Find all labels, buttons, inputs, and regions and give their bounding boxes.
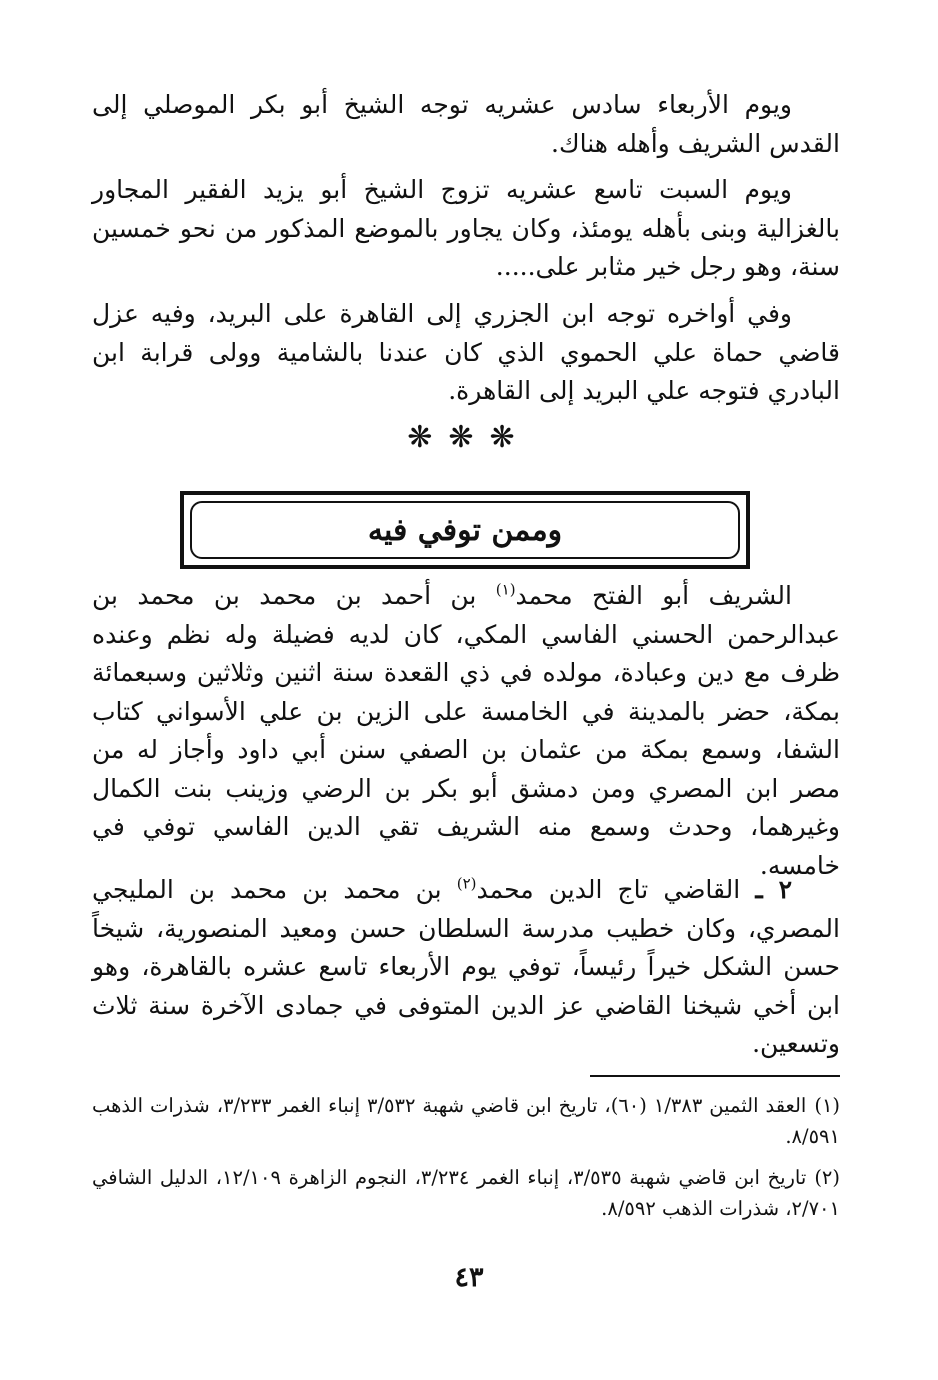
section-heading-inner-border: [190, 501, 740, 559]
paragraph-abu-yazid-marriage: ويوم السبت تاسع عشريه تزوج الشيخ أبو يزيد الفقير المجاور بالغزالية وبنى بأهله يومئذ، وكان يجاور بالموضع المذكور من نحو خمسين سنة، وهو رجل خير مثابر على.....: [92, 175, 840, 281]
footnote-1-text: العقد الثمين ١/٣٨٣ (٦٠)، تاريخ ابن قاضي شهبة ٣/٥٣٢ إنباء الغمر ٣/٢٣٣، شذرات الذهب ٨/٥٩١.: [92, 1094, 840, 1148]
section-heading-frame: [180, 491, 750, 569]
footnote-1: [92, 1090, 840, 1152]
footnote-2-mark: (٢): [814, 1166, 841, 1189]
page-number: ٤٣: [454, 1262, 484, 1293]
ornament-divider: ❋❋❋: [407, 420, 531, 455]
entry-2-taj-al-din: [92, 871, 840, 1064]
paragraph-ibn-jazari: وفي أواخره توجه ابن الجزري إلى القاهرة على البريد، وفيه عزل قاضي حماة علي الحموي الذي كان عندنا بالشامية وولى قرابة ابن البادري فتوجه علي البريد إلى القاهرة.: [92, 299, 840, 405]
footnote-1-mark: (١): [814, 1094, 841, 1117]
footnote-ref-1[interactable]: (١): [495, 580, 516, 599]
entry-1-abu-al-fath: [92, 577, 840, 885]
entry-1-text-start: الشريف أبو الفتح محمد: [515, 581, 792, 610]
paragraph-abu-bakr-mosuli: ويوم الأربعاء سادس عشريه توجه الشيخ أبو بكر الموصلي إلى القدس الشريف وأهله هناك.: [92, 90, 840, 158]
entry-2-number: ٢ ـ: [755, 875, 793, 904]
entry-2-text-start: القاضي تاج الدين محمد: [476, 875, 756, 904]
footnote-separator: [590, 1075, 840, 1077]
entry-1-text-rest: بن أحمد بن محمد بن محمد بن عبدالرحمن الحسني الفاسي المكي، كان لديه فضيلة وله نظم وعنده ظرف مع دين وعبادة، مولده في ذي القعدة سنة اثنين وثلاثين وسبعمائة بمكة، حضر بالمدينة في الخامسة على الزين بن علي الأسواني كتاب الشفا، وسمع بمكة من عثمان بن الصفي سنن أبي داود وأجاز له من مصر ابن المصري ومن دمشق أبو بكر بن الرضي وزينب بنت الكمال وغيرهما، وحدث وسمع منه الشريف تقي الدين الفاسي توفي في خامسه.: [92, 581, 840, 880]
footnote-2: [92, 1162, 840, 1224]
section-heading: وممن توفي فيه: [367, 512, 563, 548]
footnote-2-text: تاريخ ابن قاضي شهبة ٣/٥٣٥، إنباء الغمر ٣/٢٣٤، النجوم الزاهرة ١٢/١٠٩، الدليل الشافي ٢/٧٠١، شذرات الذهب ٨/٥٩٢.: [92, 1166, 840, 1220]
footnote-ref-2[interactable]: (٢): [456, 874, 477, 893]
entry-2-text-rest: بن محمد بن محمد بن المليجي المصري، وكان خطيب مدرسة السلطان حسن ومعيد المنصورية، شيخاً حسن الشكل خيراً رئيساً، توفي يوم الأربعاء تاسع عشره بالقاهرة، وهو ابن أخي شيخنا القاضي عز الدين المتوفى في جمادى الآخرة سنة ثلاث وتسعين.: [92, 875, 840, 1058]
